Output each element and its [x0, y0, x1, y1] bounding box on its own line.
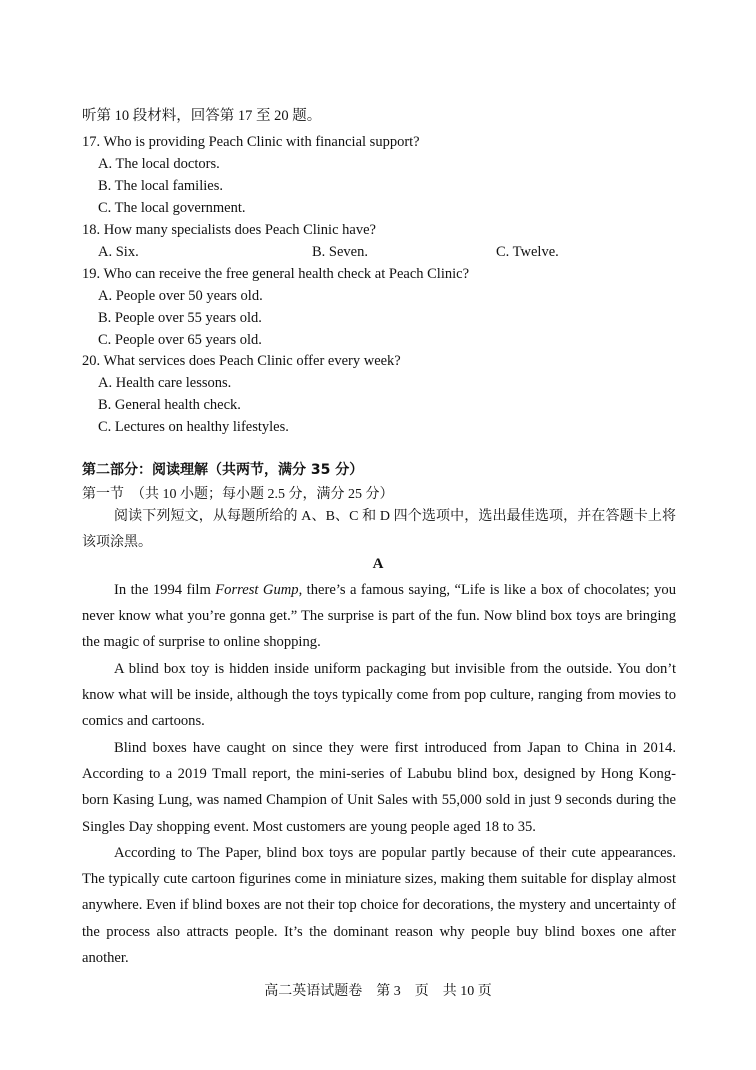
question-19: 19. Who can receive the free general health check at Peach Clinic? — [82, 266, 470, 282]
option-19b: B. People over 55 years old. — [98, 310, 262, 326]
paragraph-2: A blind box toy is hidden inside uniform packaging but invisible from the outside. You don’t know what will be inside, although the toys typically come from pop culture, ranging from movies to comics and cartoons. — [82, 661, 676, 730]
option-19a: A. People over 50 years old. — [98, 288, 263, 304]
option-18c: C. Twelve. — [496, 244, 559, 260]
page-footer: 高二英语试题卷 第 3 页 共 10 页 — [264, 984, 492, 999]
paragraph-3: Blind boxes have caught on since they were first introduced from Japan to China in 2014. According to a 2019 Tmall report, the mini-series of Labubu blind box, designed by Hong Kong-born Kasing Lung, was named Champion of Unit Sales with 55,000 sold in just 9 seconds during the Singles Day shopping event. Most customers are young people aged 18 to 35. — [82, 740, 676, 835]
option-18a: A. Six. — [98, 244, 139, 260]
question-20: 20. What services does Peach Clinic offer every week? — [82, 353, 401, 369]
option-20c: C. Lectures on healthy lifestyles. — [98, 419, 289, 435]
option-20a: A. Health care lessons. — [98, 375, 232, 391]
question-18: 18. How many specialists does Peach Clinic have? — [82, 222, 376, 238]
option-17a: A. The local doctors. — [98, 156, 220, 172]
section-title: 第一节 （共 10 小题；每小题 2.5 分，满分 25 分） — [82, 487, 394, 502]
film-title: Forrest Gump — [215, 582, 299, 598]
paragraph-1 — [82, 577, 676, 656]
option-18b: B. Seven. — [312, 244, 368, 260]
question-17: 17. Who is providing Peach Clinic with financial support? — [82, 134, 420, 150]
part-title: 第二部分：阅读理解（共两节，满分 35 分） — [82, 462, 364, 478]
listening-intro: 听第 10 段材料，回答第 17 至 20 题。 — [82, 108, 322, 124]
paragraph-4: According to The Paper, blind box toys are popular partly because of their cute appearances. The typically cute cartoon figurines come in miniature sizes, making them suitable for display almost anywhere. Even if blind boxes are not their top choice for decorations, the mystery and uncertainty of the process also attracts people. It’s the dominant reason why people buy blind boxes one after another. — [82, 845, 676, 966]
option-20b: B. General health check. — [98, 397, 241, 413]
passage-letter: A — [372, 556, 384, 572]
option-19c: C. People over 65 years old. — [98, 332, 262, 348]
option-17c: C. The local government. — [98, 200, 246, 216]
instructions: 阅读下列短文，从每题所给的 A、B、C 和 D 四个选项中，选出最佳选项，并在答题卡上将该项涂黑。 — [82, 509, 676, 551]
p1-after: , there’s a famous saying, “Life is like a box of chocolates; you never know what you’re gonna get.” The surprise is part of the fun. Now blind box toys are bringing the magic of surprise to online shopping. — [82, 582, 677, 651]
p1-before: In the 1994 film — [114, 582, 216, 598]
option-17b: B. The local families. — [98, 178, 223, 194]
